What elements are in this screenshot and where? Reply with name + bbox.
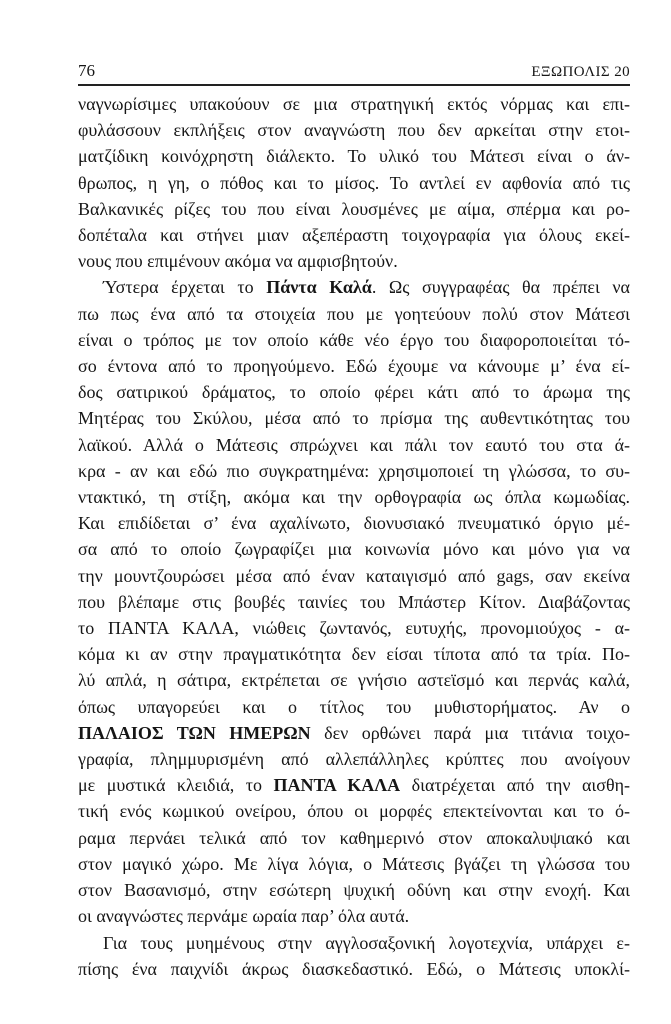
line-text: ναγνωρίσιμες υπακούουν σε μια στρατηγική εκτός νόρμας και επι-: [78, 94, 630, 114]
text-line: [78, 563, 630, 589]
text-line: [78, 589, 630, 615]
line-text: δος σατιρικού δράματος, το οποίο φέρει κάτι από το άρωμα της: [78, 382, 630, 403]
text-line: [78, 825, 630, 851]
paragraph: [78, 930, 630, 982]
line-text: θρωπος, η γη, ο πόθος και το μίσος. Το αντλεί εν αφθονία από τις: [78, 172, 630, 193]
text-line: [78, 484, 630, 510]
bold-title: ΠΑΛΑΙΟΣ ΤΩΝ ΗΜΕΡΩΝ: [78, 722, 311, 743]
text-line: [78, 746, 630, 772]
line-text: Βαλκανικές ρίζες του που είναι λουσμένες με αίμα, σπέρμα και ρο-: [78, 198, 630, 219]
line-text: με μυστικά κλειδιά, το: [78, 775, 274, 796]
line-text: διατρέχεται από την αισθη-: [400, 775, 630, 796]
line-text: ματζίδικη κοινόχρηστη διάλεκτο. Το υλικό του Μάτεσι είναι ο άν-: [78, 146, 630, 167]
text-line: [78, 196, 630, 222]
line-text: Για τους μυημένους στην αγγλοσαξονική λογοτεχνία, υπάρχει ε-: [103, 932, 630, 953]
text-line: [78, 301, 630, 327]
paragraph: [78, 274, 630, 929]
text-line: [78, 720, 630, 746]
text-line: [78, 930, 630, 956]
text-line: [78, 91, 630, 117]
text-line: [78, 405, 630, 431]
line-text: Ύστερα έρχεται το: [103, 277, 267, 298]
line-text: κρα - αν και εδώ πιο συγκρατημένα: χρησιμοποιεί τη γλώσσα, το συ-: [78, 460, 630, 481]
line-text: . Ως συγγραφέας θα πρέπει να: [371, 277, 630, 298]
line-text: που βλέπαμε στις βουβές ταινίες του Μπάστερ Κίτον. Διαβάζοντας: [78, 591, 630, 612]
line-text: φυλάσσουν εκπλήξεις στον αναγνώστη που δεν αρκείται στην ετοι-: [78, 120, 630, 141]
text-line: [78, 510, 630, 536]
line-text: ραμα περνάει τελικά από τον καθημερινό στον αποκαλυψιακό και: [78, 827, 630, 848]
text-line: [78, 248, 630, 274]
line-text: είναι ο τρόπος με τον οποίο κάθε νέο έργο του διαφοροποιείται τό-: [78, 329, 630, 350]
text-line: [78, 379, 630, 405]
text-line: [78, 536, 630, 562]
line-text: Και επιδίδεται σ’ ένα αχαλίνωτο, διονυσιακό πνευματικό όργιο μέ-: [78, 513, 630, 534]
text-line: [78, 458, 630, 484]
text-line: [78, 170, 630, 196]
line-text: ντακτικό, τη στίξη, ακόμα και την ορθογραφία ως όπλα κωμωδίας.: [78, 487, 630, 508]
page-number: 76: [78, 61, 95, 80]
line-text: την μουντζουρώσει μέσα από έναν καταιγισμό από gags, σαν εκείνα: [78, 565, 630, 586]
text-line: [78, 851, 630, 877]
bold-title: Πάντα Καλά: [266, 277, 372, 298]
line-text: λύ απλά, η σάτιρα, εκτρέπεται σε γνήσιο αστεϊσμό και περνάς καλά,: [78, 670, 630, 691]
text-line: [78, 877, 630, 903]
line-text: Μητέρας του Σκύλου, μέσα από το πρίσμα της αυθεντικότητας του: [78, 408, 630, 429]
text-line: [78, 641, 630, 667]
text-line: [78, 772, 630, 798]
text-line: [78, 798, 630, 824]
line-text: κόμα κι αν στην πραγματικότητα δεν είσαι τίποτα από τα τρία. Πο-: [78, 644, 630, 665]
text-line: [78, 143, 630, 169]
running-head: ΕΞΩΠΟΛΙΣ 20: [531, 64, 630, 80]
line-text: σα από το οποίο ζωγραφίζει μια κοινωνία μόνο και μόνο για να: [78, 539, 630, 560]
line-text: όπως υπαγορεύει και ο τίτλος του μυθιστορήματος. Αν ο: [78, 696, 630, 717]
line-text: το ΠΑΝΤΑ ΚΑΛΑ, νιώθεις ζωντανός, ευτυχής, προνομιούχος - α-: [78, 618, 630, 639]
text-line: [78, 694, 630, 720]
line-text: πίσης ένα παιχνίδι άκρως διασκεδαστικό. Εδώ, ο Μάτεσις υποκλί-: [78, 958, 630, 979]
text-line: [78, 956, 630, 982]
line-text: τική ενός κωμικού ονείρου, όπου οι μορφές επεκτείνονται και το ό-: [78, 801, 630, 822]
line-text: οι αναγνώστες περνάμε ωραία παρ’ όλα αυτά.: [78, 906, 410, 927]
text-line: [78, 117, 630, 143]
text-line: [78, 903, 630, 929]
text-line: [78, 432, 630, 458]
bold-title: ΠΑΝΤΑ ΚΑΛΑ: [273, 775, 401, 796]
line-text: στον μαγικό χώρο. Με λίγα λόγια, ο Μάτεσις βγάζει τη γλώσσα του: [78, 853, 630, 874]
line-text: δοπέταλα και στήνει μιαν αξεπέραστη τοιχογραφία για όλους εκεί-: [78, 225, 630, 246]
header-rule: [78, 84, 630, 86]
text-line: [78, 667, 630, 693]
text-line: [78, 274, 630, 300]
text-line: [78, 222, 630, 248]
line-text: γραφία, πλημμυρισμένη από αλλεπάλληλες κρύπτες που ανοίγουν: [78, 749, 630, 770]
line-text: στον Βασανισμό, στην εσώτερη ψυχική οδύνη και στην ενοχή. Και: [78, 880, 630, 901]
line-text: πω πως ένα από τα στοιχεία που με γοητεύουν πολύ στον Μάτεσι: [78, 303, 630, 324]
line-text: σο έντονα από το προηγούμενο. Εδώ έχουμε να κάνουμε μ’ ένα εί-: [78, 356, 630, 377]
paragraph: [78, 91, 630, 274]
text-line: [78, 327, 630, 353]
body-text: [78, 91, 630, 982]
text-line: [78, 615, 630, 641]
text-line: [78, 353, 630, 379]
line-text: δεν ορθώνει παρά μια τιτάνια τοιχο-: [310, 722, 631, 743]
line-text: λαϊκού. Αλλά ο Μάτεσις σπρώχνει και πάλι τον εαυτό του στα ά-: [78, 434, 630, 455]
line-text: νους που επιμένουν ακόμα να αμφισβητούν.: [78, 251, 398, 272]
